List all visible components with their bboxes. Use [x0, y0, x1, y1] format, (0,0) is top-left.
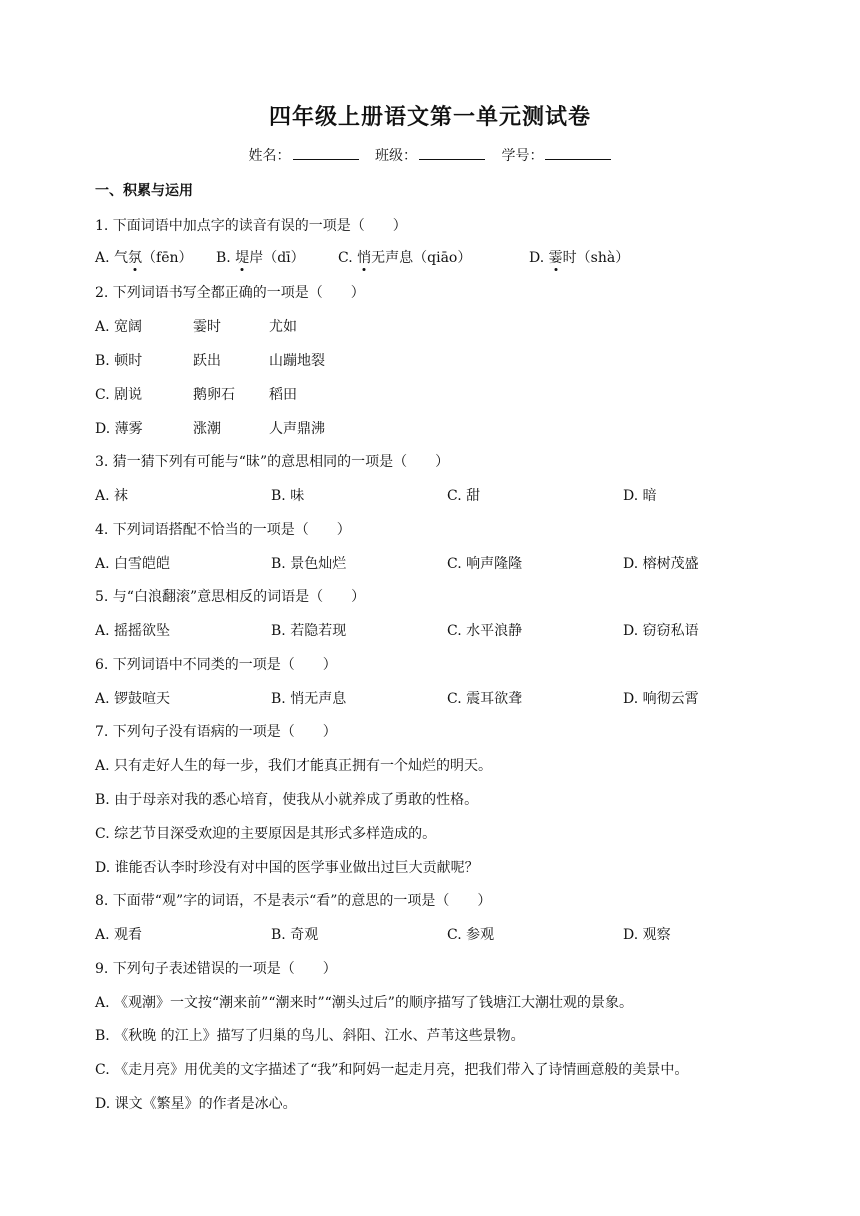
class-field[interactable] [375, 148, 485, 164]
q5-option-c[interactable]: C. 水平浪静 [447, 623, 523, 639]
q5-option-a[interactable]: A. 摇摇欲坠 [95, 623, 171, 639]
q2-option-b-word2: 跃出 [193, 353, 221, 369]
q8-option-c[interactable]: C. 参观 [447, 927, 495, 943]
q7-option-c[interactable]: C. 综艺节目深受欢迎的主要原因是其形式多样造成的。 [95, 826, 437, 842]
question-8-stem: 8. 下面带“观”字的词语，不是表示“看”的意思的一项是（ ） [95, 893, 492, 909]
q2-option-a-word3: 尤如 [269, 319, 297, 335]
q2-option-c-word2: 鹅卵石 [193, 387, 235, 403]
name-field[interactable] [249, 148, 359, 164]
q1-option-c[interactable] [338, 247, 471, 267]
question-6-stem: 6. 下列词语中不同类的一项是（ ） [95, 657, 337, 673]
q1-option-b[interactable] [216, 247, 305, 267]
question-5-stem: 5. 与“白浪翻滚”意思相反的词语是（ ） [95, 589, 366, 605]
q2-option-d[interactable]: D. 薄雾 [95, 421, 143, 437]
q9-option-d[interactable]: D. 课文《繁星》的作者是冰心。 [95, 1096, 297, 1112]
q1-c-suffix: 无声息（qiāo） [371, 250, 472, 266]
q7-option-a[interactable]: A. 只有走好人生的每一步，我们才能真正拥有一个灿烂的明天。 [95, 758, 493, 774]
q1-a-suffix: （fēn） [142, 250, 193, 266]
q1-d-suffix: 时（shà） [562, 250, 630, 266]
q8-option-a[interactable]: A. 观看 [95, 927, 143, 943]
q1-a-dotted-char: 氛 [128, 250, 143, 266]
q1-c-prefix: C. [338, 250, 358, 266]
question-7-stem: 7. 下列句子没有语病的一项是（ ） [95, 724, 337, 740]
q1-d-prefix: D. [529, 250, 549, 266]
section-heading: 一、积累与运用 [95, 183, 193, 199]
q2-option-c[interactable]: C. 剧说 [95, 387, 143, 403]
q4-option-a[interactable]: A. 白雪皑皑 [95, 556, 171, 572]
student-info [0, 145, 860, 165]
q1-d-dotted-char: 霎 [548, 250, 563, 266]
class-blank[interactable] [419, 145, 485, 160]
q5-option-b[interactable]: B. 若隐若现 [271, 623, 347, 639]
q9-option-b[interactable]: B. 《秋晚 的江上》描写了归巢的鸟儿、斜阳、江水、芦苇这些景物。 [95, 1028, 525, 1044]
q7-option-b[interactable]: B. 由于母亲对我的悉心培育，使我从小就养成了勇敢的性格。 [95, 792, 479, 808]
q1-option-d[interactable] [529, 247, 629, 267]
q2-option-a-word2: 霎时 [193, 319, 221, 335]
q7-option-d[interactable]: D. 谁能否认李时珍没有对中国的医学事业做出过巨大贡献呢？ [95, 860, 479, 876]
q4-option-b[interactable]: B. 景色灿烂 [271, 556, 347, 572]
question-9-stem: 9. 下列句子表述错误的一项是（ ） [95, 961, 337, 977]
q2-option-d-word2: 涨潮 [193, 421, 221, 437]
q1-option-a[interactable] [95, 247, 193, 267]
q4-option-c[interactable]: C. 响声隆隆 [447, 556, 523, 572]
q9-option-a[interactable]: A. 《观潮》一文按“潮来前”“潮来时”“潮头过后”的顺序描写了钱塘江大潮壮观的景象。 [95, 995, 633, 1011]
q6-option-c[interactable]: C. 震耳欲聋 [447, 691, 523, 707]
q8-option-b[interactable]: B. 奇观 [271, 927, 319, 943]
q3-option-a[interactable]: A. 袜 [95, 488, 129, 504]
q6-option-a[interactable]: A. 锣鼓喧天 [95, 691, 171, 707]
q5-option-d[interactable]: D. 窃窃私语 [623, 623, 699, 639]
q3-option-d[interactable]: D. 暗 [623, 488, 657, 504]
page-title: 四年级上册语文第一单元测试卷 [268, 104, 591, 130]
question-4-stem: 4. 下列词语搭配不恰当的一项是（ ） [95, 522, 351, 538]
q1-b-suffix: 岸（dī） [249, 250, 305, 266]
q6-option-d[interactable]: D. 响彻云霄 [623, 691, 699, 707]
q2-option-b[interactable]: B. 顿时 [95, 353, 143, 369]
q4-option-d[interactable]: D. 榕树茂盛 [623, 556, 699, 572]
id-field[interactable] [501, 148, 611, 164]
name-blank[interactable] [293, 145, 359, 160]
q1-a-prefix: A. 气 [95, 250, 129, 266]
q1-b-prefix: B. [216, 250, 236, 266]
q2-option-a[interactable]: A. 宽阔 [95, 319, 143, 335]
question-1-stem: 1. 下面词语中加点字的读音有误的一项是（ ） [95, 218, 407, 234]
q9-option-c[interactable]: C. 《走月亮》用优美的文字描述了“我”和阿妈一起走月亮，把我们带入了诗情画意般的美景中。 [95, 1062, 689, 1078]
q1-b-dotted-char: 堤 [235, 250, 250, 266]
id-blank[interactable] [545, 145, 611, 160]
id-label: 学号： [501, 148, 544, 164]
question-3-stem: 3. 猜一猜下列有可能与“昧”的意思相同的一项是（ ） [95, 454, 450, 470]
name-label: 姓名： [248, 148, 291, 164]
q2-option-d-word3: 人声鼎沸 [269, 421, 325, 437]
q2-option-b-word3: 山蹦地裂 [269, 353, 325, 369]
q8-option-d[interactable]: D. 观察 [623, 927, 671, 943]
q2-option-c-word3: 稻田 [269, 387, 297, 403]
q1-c-dotted-char: 悄 [357, 250, 372, 266]
q3-option-c[interactable]: C. 甜 [447, 488, 481, 504]
class-label: 班级： [375, 148, 417, 164]
question-2-stem: 2. 下列词语书写全都正确的一项是（ ） [95, 285, 365, 301]
q6-option-b[interactable]: B. 悄无声息 [271, 691, 347, 707]
q3-option-b[interactable]: B. 味 [271, 488, 305, 504]
